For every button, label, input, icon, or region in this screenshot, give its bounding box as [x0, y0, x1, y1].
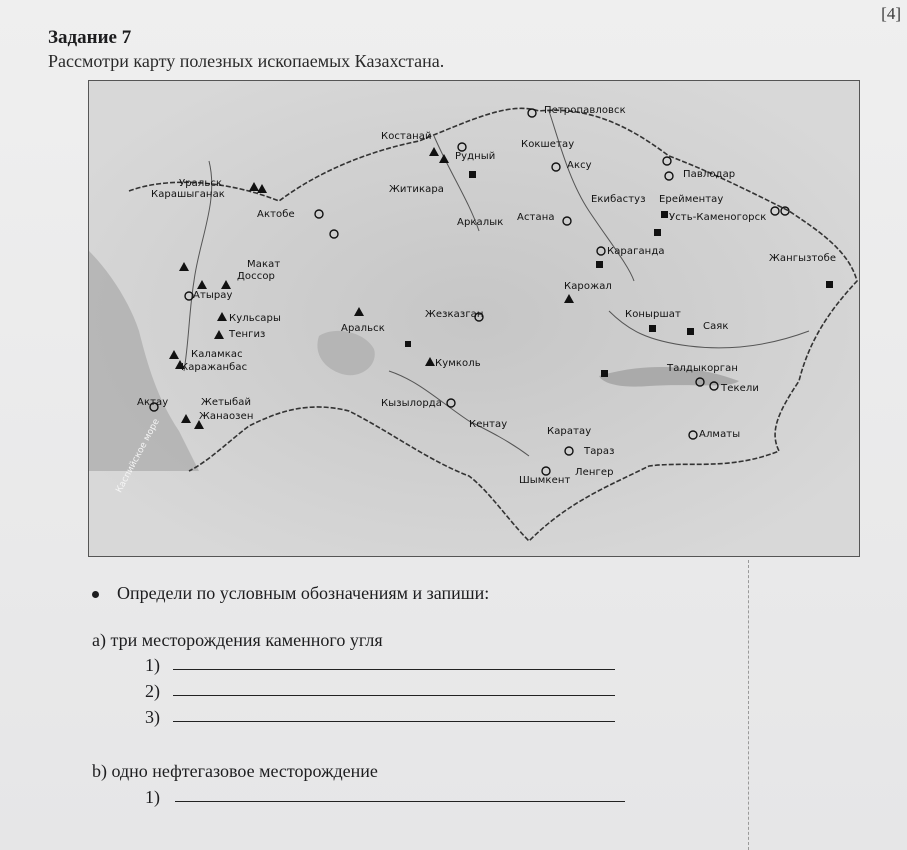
city-label: Жанаозен — [199, 411, 254, 422]
city-label: Кокшетау — [521, 139, 575, 150]
question-bullet — [92, 583, 489, 604]
city-label: Кентау — [469, 419, 508, 430]
city-label: Житикара — [389, 184, 445, 195]
task-instruction: Рассмотри карту полезных ископаемых Казахстана. — [48, 51, 445, 71]
city-label: Макат — [247, 259, 281, 270]
city-label: Жезказган — [425, 309, 484, 320]
answer-a3-number: 3) — [145, 707, 160, 727]
score-label: [4] — [881, 4, 901, 23]
city-label: Тенгиз — [229, 329, 266, 340]
answer-b1-line[interactable] — [175, 801, 625, 802]
city-label: Аркалык — [457, 217, 504, 228]
city-label: Саяк — [703, 321, 729, 332]
mineral-map — [88, 80, 860, 557]
city-label: Каламкас — [191, 349, 243, 360]
city-label: Караганда — [607, 246, 665, 257]
part-b-label: b) одно нефтегазовое месторождение — [92, 761, 378, 781]
answer-a1-number: 1) — [145, 655, 160, 675]
city-label: Коныршат — [625, 309, 681, 320]
city-label: Шымкент — [519, 475, 571, 486]
part-a-label: а) три месторождения каменного угля — [92, 630, 383, 650]
city-label: Аксу — [567, 160, 592, 171]
city-label: Доссор — [237, 271, 275, 282]
city-label: Карожал — [564, 281, 612, 292]
city-label: Астана — [517, 212, 555, 223]
caspian-label: Каспийское море — [114, 417, 162, 495]
city-label: Екибастуз — [591, 194, 646, 205]
city-label: Кумколь — [435, 358, 481, 369]
city-label: Актау — [137, 397, 169, 408]
city-label: Усть-Каменогорск — [669, 212, 767, 223]
city-label: Павлодар — [683, 169, 736, 180]
answer-a2-number: 2) — [145, 681, 160, 701]
city-label: Аральск — [341, 323, 385, 334]
city-label: Тараз — [584, 446, 615, 457]
city-label: Талдыкорган — [667, 363, 738, 374]
answer-b1-number: 1) — [145, 787, 160, 807]
city-label: Карашыганак — [151, 189, 225, 200]
answer-a1-line[interactable] — [173, 669, 615, 670]
city-label: Уральск — [179, 178, 223, 189]
city-label: Актобе — [257, 209, 295, 220]
city-label: Петропавловск — [544, 105, 626, 116]
margin-divider — [748, 560, 749, 850]
city-label: Жангызтобе — [769, 253, 837, 264]
city-label: Кульсары — [229, 313, 281, 324]
city-label: Каражанбас — [181, 362, 248, 373]
bullet-text: Определи по условным обозначениям и запиши: — [117, 583, 490, 603]
city-label: Кызылорда — [381, 398, 443, 409]
answer-a2-line[interactable] — [173, 695, 615, 696]
city-label: Атырау — [193, 290, 233, 301]
task-title: Задание 7 — [48, 27, 132, 48]
city-label: Жетыбай — [201, 397, 252, 408]
city-label: Ленгер — [575, 467, 614, 478]
city-label: Рудный — [455, 151, 496, 162]
bullet-dot-icon — [92, 591, 99, 598]
city-label: Ерейментау — [659, 194, 724, 205]
city-label: Костанай — [381, 131, 432, 142]
answer-a3-line[interactable] — [173, 721, 615, 722]
city-label: Каратау — [547, 426, 592, 437]
city-label: Алматы — [699, 429, 741, 440]
city-label: Текели — [721, 383, 759, 394]
